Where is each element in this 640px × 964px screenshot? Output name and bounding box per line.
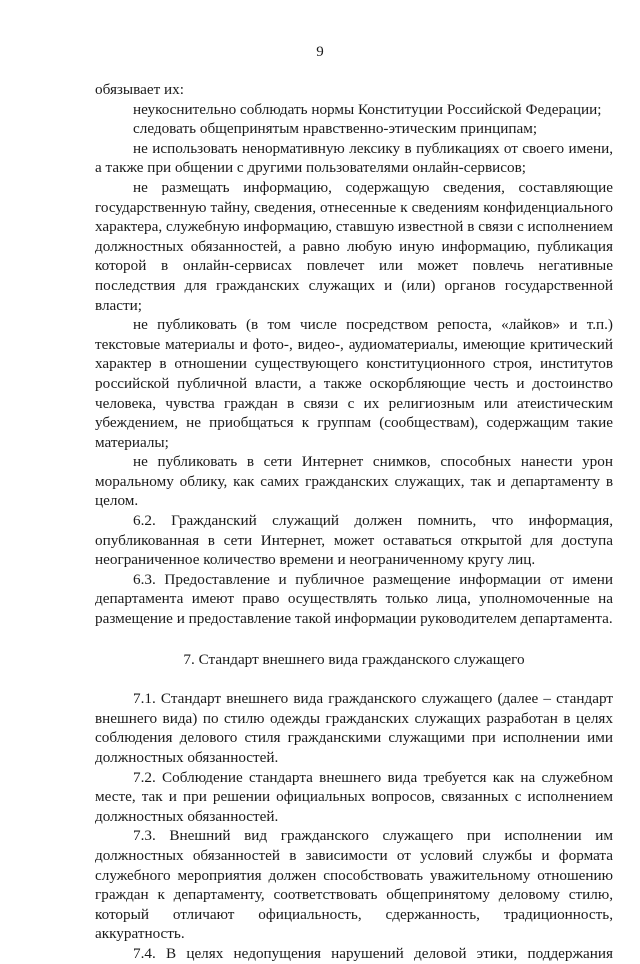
clause-7-4: 7.4. В целях недопущения нарушений деловой этики, поддержания bbox=[133, 944, 613, 962]
list-item-ethics: следовать общепринятым нравственно-этическим принципам; bbox=[133, 120, 538, 138]
document-body bbox=[95, 80, 613, 964]
section-heading-7: 7. Стандарт внешнего вида гражданского служащего bbox=[183, 650, 525, 668]
list-item-no-critical-materials: не публиковать (в том числе посредством репоста, «лайков» и т.п.) текстовые материалы и фото-, видео-, аудиоматериалы, имеющие критический характер в отношении существующего конституционного строя, институтов российской публичной власти, а также оскорбляющие честь и достоинство человека, чувства граждан в связи с их религиозным или атеистическим убеждением, не приобщаться к группам (сообществам), содержащим такие материалы; bbox=[95, 316, 613, 451]
paragraph-intro: обязывает их: bbox=[95, 81, 184, 98]
list-item-no-photos: не публиковать в сети Интернет снимков, способных нанести урон моральному облику, как самих гражданских служащих, так и департаменту в целом. bbox=[95, 453, 613, 510]
list-item-no-secrets: не размещать информацию, содержащую сведения, составляющие государственную тайну, сведения, отнесенные к сведениям конфиденциального характера, служебную информацию, ставшую известной в связи с исполнением должностных обязанностей, а равно любую иную информацию, публикация которой в онлайн-сервисах повлечет или может повлечь негативные последствия для гражданских служащих и (или) органов государственной власти; bbox=[95, 178, 613, 314]
list-item-no-profanity: не использовать ненормативную лексику в публикациях от своего имени, а также при общении с другими пользователями онлайн-сервисов; bbox=[95, 139, 613, 177]
list-item-constitution: неукоснительно соблюдать нормы Конституции Российской Федерации; bbox=[133, 100, 602, 118]
clause-6-2: 6.2. Гражданский служащий должен помнить, что информация, опубликованная в сети Интернет, может оставаться открытой для доступа неограниченное количество времени и неограниченному кругу лиц. bbox=[95, 512, 613, 569]
clause-6-3: 6.3. Предоставление и публичное размещение информации от имени департамента имеют право осуществлять только лица, уполномоченные на размещение и предоставление такой информации руководителем департамента. bbox=[95, 570, 613, 628]
clause-7-2: 7.2. Соблюдение стандарта внешнего вида требуется как на служебном месте, так и при решении официальных вопросов, связанных с исполнением должностных обязанностей. bbox=[95, 768, 613, 825]
clause-7-3: 7.3. Внешний вид гражданского служащего при исполнении им должностных обязанностей в зависимости от условий службы и формата служебного мероприятия должен способствовать уважительному отношению граждан к департаменту, соответствовать общепринятому деловому стилю, который отличают официальность, сдержанность, традиционность, аккуратность. bbox=[95, 827, 613, 943]
page-number: 9 bbox=[316, 44, 324, 60]
clause-7-1: 7.1. Стандарт внешнего вида гражданского служащего (далее – стандарт внешнего вида) по стилю одежды гражданских служащих разработан в целях соблюдения делового стиля гражданскими служащими при исполнении ими должностных обязанностей. bbox=[95, 690, 613, 766]
